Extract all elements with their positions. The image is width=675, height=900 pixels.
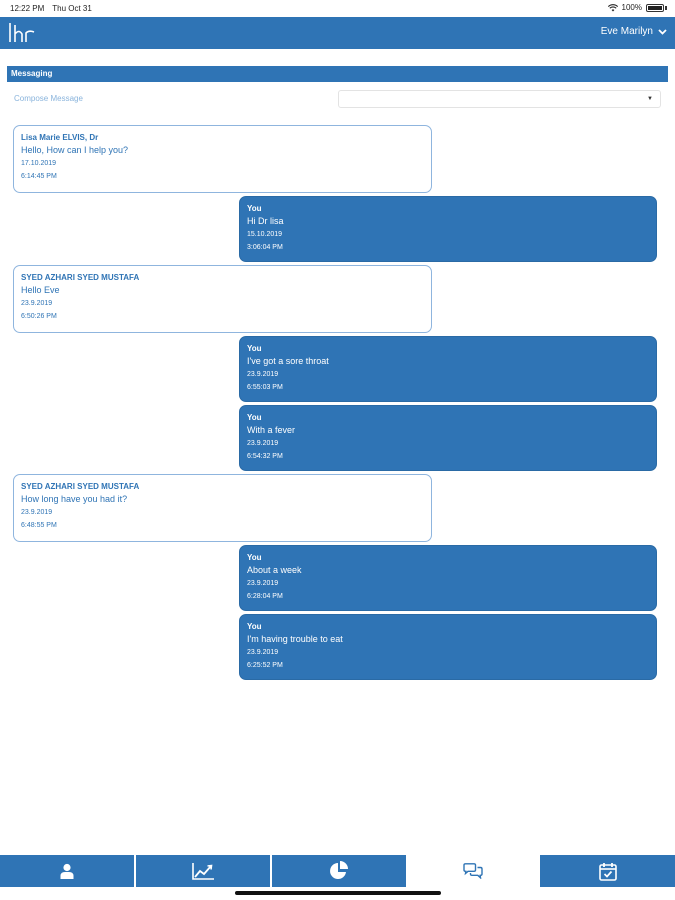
- message-date: 23.9.2019: [247, 580, 279, 587]
- dropdown-caret-icon: ▼: [647, 96, 653, 102]
- message-sender: You: [247, 204, 262, 213]
- message-time: 6:50:26 PM: [21, 313, 57, 320]
- message-text: How long have you had it?: [21, 494, 128, 504]
- message-sender: SYED AZHARI SYED MUSTAFA: [21, 273, 140, 282]
- lhr-logo: [8, 21, 42, 45]
- status-time: 12:22 PM: [10, 4, 45, 13]
- message-date: 17.10.2019: [21, 160, 57, 167]
- message-text: Hi Dr lisa: [247, 216, 284, 226]
- status-date: Thu Oct 31: [52, 4, 92, 13]
- message-text: About a week: [247, 565, 302, 575]
- message-text: Hello Eve: [21, 285, 60, 295]
- message-bubble-incoming: [13, 265, 432, 333]
- user-icon: [60, 863, 74, 879]
- tab-profile[interactable]: [0, 855, 134, 887]
- message-bubble-outgoing: [239, 614, 657, 680]
- app-header: [0, 17, 675, 49]
- message-sender: You: [247, 344, 262, 353]
- user-name: Eve Marilyn: [600, 26, 653, 37]
- message-date: 23.9.2019: [21, 509, 53, 516]
- message-text: Hello, How can I help you?: [21, 145, 129, 155]
- message-time: 6:48:55 PM: [21, 522, 57, 529]
- message-date: 23.9.2019: [247, 649, 279, 656]
- message-date: 23.9.2019: [247, 440, 279, 447]
- message-bubble-outgoing: [239, 336, 657, 402]
- calendar-check-icon: [599, 862, 617, 881]
- message-time: 6:28:04 PM: [247, 593, 283, 600]
- pie-chart-icon: [329, 861, 349, 881]
- message-date: 15.10.2019: [247, 231, 283, 238]
- message-bubble-outgoing: [239, 545, 657, 611]
- message-sender: SYED AZHARI SYED MUSTAFA: [21, 482, 140, 491]
- wifi-icon: [608, 4, 618, 12]
- message-sender: You: [247, 553, 262, 562]
- home-indicator: [235, 891, 441, 895]
- message-bubble-incoming: [13, 474, 432, 542]
- line-chart-icon: [192, 863, 214, 880]
- battery-icon: [646, 4, 664, 12]
- user-menu[interactable]: [601, 26, 667, 37]
- tab-messaging[interactable]: [406, 855, 540, 887]
- chat-icon: [462, 863, 484, 879]
- message-time: 6:14:45 PM: [21, 173, 57, 180]
- compose-recipient-select[interactable]: [338, 90, 661, 108]
- message-sender: Lisa Marie ELVIS, Dr: [21, 133, 99, 142]
- tab-reports[interactable]: [272, 855, 406, 887]
- message-sender: You: [247, 413, 262, 422]
- message-text: With a fever: [247, 425, 296, 435]
- status-bar: [0, 0, 675, 17]
- section-header: Messaging: [7, 66, 668, 82]
- message-date: 23.9.2019: [247, 371, 279, 378]
- bottom-tab-bar: [0, 855, 675, 887]
- battery-percent: 100%: [621, 3, 642, 12]
- message-bubble-outgoing: [239, 196, 657, 262]
- compose-message-label: Compose Message: [14, 94, 83, 103]
- message-bubble-incoming: [13, 125, 432, 193]
- tab-appointments[interactable]: [540, 855, 675, 887]
- message-bubble-outgoing: [239, 405, 657, 471]
- message-text: I'm having trouble to eat: [247, 634, 343, 644]
- chevron-down-icon: [658, 29, 667, 35]
- message-date: 23.9.2019: [21, 300, 53, 307]
- message-text: I've got a sore throat: [247, 356, 329, 366]
- tab-trends[interactable]: [136, 855, 270, 887]
- message-time: 6:25:52 PM: [247, 662, 283, 669]
- message-time: 6:55:03 PM: [247, 384, 283, 391]
- battery-tip: [665, 6, 667, 10]
- message-time: 3:06:04 PM: [247, 244, 283, 251]
- message-sender: You: [247, 622, 262, 631]
- message-time: 6:54:32 PM: [247, 453, 283, 460]
